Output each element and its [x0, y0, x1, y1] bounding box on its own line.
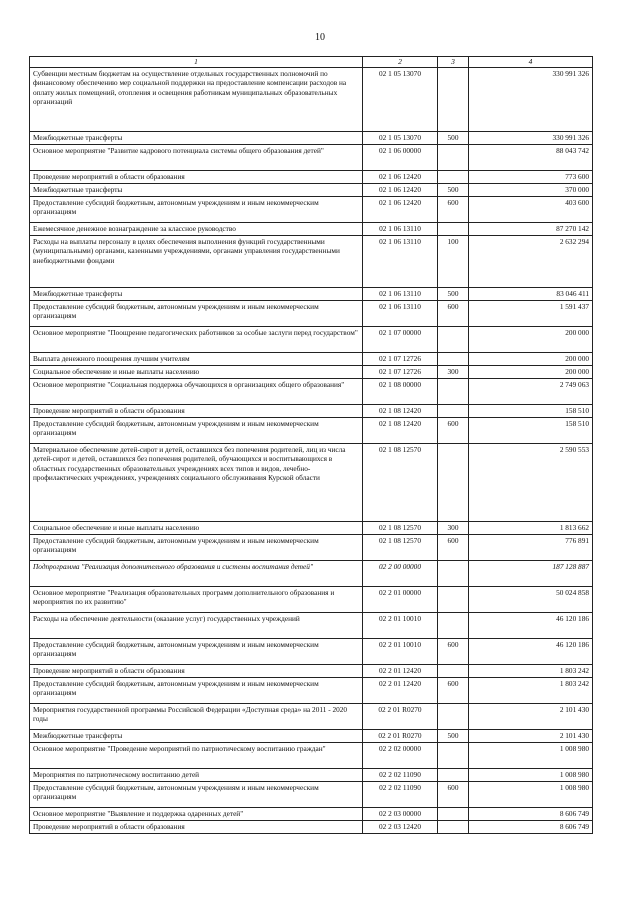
table-row: [30, 534, 593, 560]
row-code-cell: 02 1 06 13110: [363, 235, 438, 287]
row-sum-cell: 370 000: [469, 183, 593, 196]
row-code-cell: 02 2 02 11090: [363, 781, 438, 807]
row-code-cell: 02 2 01 00000: [363, 586, 438, 612]
row-vr-cell: [438, 807, 469, 820]
table-row: [30, 638, 593, 664]
table-row: [30, 131, 593, 144]
row-sum-cell: 2 101 430: [469, 729, 593, 742]
table-row: [30, 768, 593, 781]
row-sum-cell: 83 046 411: [469, 287, 593, 300]
row-name-cell: Проведение мероприятий в области образования: [30, 170, 363, 183]
row-vr-cell: [438, 222, 469, 235]
row-name-cell: Предоставление субсидий бюджетным, автономным учреждениям и иным некоммерческим организациям: [30, 638, 363, 664]
row-vr-cell: [438, 612, 469, 638]
page-number: 10: [315, 32, 325, 43]
row-vr-cell: 300: [438, 521, 469, 534]
row-sum-cell: 1 591 437: [469, 300, 593, 326]
table-row: [30, 235, 593, 287]
row-sum-cell: 46 120 186: [469, 638, 593, 664]
row-name-cell: Материальное обеспечение детей-сирот и детей, оставшихся без попечения родителей, лиц из числа детей-сирот и детей, оставшихся без попечения родителей, обучающихся и воспитывающихся в областных государственных образовательных учреждениях всех типов и видов, лечебно-профилактических учреждениях, учреждениях социального обслуживания Курской области: [30, 443, 363, 521]
row-sum-cell: 403 600: [469, 196, 593, 222]
row-vr-cell: [438, 326, 469, 352]
row-vr-cell: 500: [438, 729, 469, 742]
row-sum-cell: 8 606 749: [469, 807, 593, 820]
row-code-cell: 02 1 08 12570: [363, 534, 438, 560]
row-vr-cell: 300: [438, 365, 469, 378]
row-vr-cell: [438, 820, 469, 833]
row-name-cell: Проведение мероприятий в области образования: [30, 404, 363, 417]
row-code-cell: 02 2 01 10010: [363, 638, 438, 664]
row-name-cell: Проведение мероприятий в области образования: [30, 820, 363, 833]
table-row: [30, 807, 593, 820]
row-vr-cell: 100: [438, 235, 469, 287]
row-vr-cell: 600: [438, 534, 469, 560]
row-name-cell: Основное мероприятие "Реализация образовательных программ дополнительного образования и мероприятия по их развитию": [30, 586, 363, 612]
row-vr-cell: [438, 443, 469, 521]
table-row: [30, 352, 593, 365]
row-sum-cell: 1 008 980: [469, 742, 593, 768]
budget-table: [29, 56, 593, 834]
row-name-cell: Выплата денежного поощрения лучшим учителям: [30, 352, 363, 365]
table-row: [30, 417, 593, 443]
row-name-cell: Межбюджетные трансферты: [30, 183, 363, 196]
table-row: [30, 703, 593, 729]
row-code-cell: 02 1 06 13110: [363, 300, 438, 326]
row-sum-cell: 88 043 742: [469, 144, 593, 170]
row-sum-cell: 773 600: [469, 170, 593, 183]
table-row: [30, 586, 593, 612]
row-code-cell: 02 2 01 10010: [363, 612, 438, 638]
table-row: [30, 287, 593, 300]
row-code-cell: 02 2 03 12420: [363, 820, 438, 833]
row-vr-cell: 600: [438, 300, 469, 326]
row-code-cell: 02 1 06 00000: [363, 144, 438, 170]
row-sum-cell: 8 606 749: [469, 820, 593, 833]
row-name-cell: Межбюджетные трансферты: [30, 131, 363, 144]
row-sum-cell: 87 270 142: [469, 222, 593, 235]
row-sum-cell: 1 803 242: [469, 677, 593, 703]
row-vr-cell: 500: [438, 287, 469, 300]
row-name-cell: Мероприятия по патриотическому воспитанию детей: [30, 768, 363, 781]
row-code-cell: 02 1 07 00000: [363, 326, 438, 352]
row-name-cell: Социальное обеспечение и иные выплаты населению: [30, 365, 363, 378]
row-name-cell: Основное мероприятие "Социальная поддержка обучающихся в организациях общего образования": [30, 378, 363, 404]
row-code-cell: 02 1 08 00000: [363, 378, 438, 404]
row-sum-cell: 2 590 553: [469, 443, 593, 521]
header-col-2: 2: [363, 57, 438, 68]
table-row: [30, 404, 593, 417]
row-code-cell: 02 1 08 12420: [363, 404, 438, 417]
row-sum-cell: 158 510: [469, 417, 593, 443]
table-row: [30, 521, 593, 534]
row-name-cell: Основное мероприятие "Поощрение педагогических работников за особые заслуги перед государством": [30, 326, 363, 352]
row-code-cell: 02 2 01 12420: [363, 677, 438, 703]
row-name-cell: Ежемесячное денежное вознаграждение за классное руководство: [30, 222, 363, 235]
row-sum-cell: 2 749 063: [469, 378, 593, 404]
row-vr-cell: 600: [438, 196, 469, 222]
row-vr-cell: [438, 586, 469, 612]
header-col-1: 1: [30, 57, 363, 68]
row-name-cell: Мероприятия государственной программы Российской Федерации «Доступная среда» на 2011 - 2020 годы: [30, 703, 363, 729]
row-code-cell: 02 2 01 R0270: [363, 729, 438, 742]
row-vr-cell: 500: [438, 183, 469, 196]
row-name-cell: Предоставление субсидий бюджетным, автономным учреждениям и иным некоммерческим организациям: [30, 534, 363, 560]
row-code-cell: 02 1 08 12570: [363, 521, 438, 534]
table-row: [30, 196, 593, 222]
row-vr-cell: [438, 170, 469, 183]
table-row: [30, 326, 593, 352]
row-sum-cell: 187 128 887: [469, 560, 593, 586]
row-name-cell: Межбюджетные трансферты: [30, 287, 363, 300]
table-header-row: [30, 57, 593, 68]
row-name-cell: Предоставление субсидий бюджетным, автономным учреждениям и иным некоммерческим организациям: [30, 300, 363, 326]
table-row: [30, 781, 593, 807]
row-sum-cell: 158 510: [469, 404, 593, 417]
row-sum-cell: 330 991 326: [469, 67, 593, 131]
header-col-3: 3: [438, 57, 469, 68]
table-row: [30, 664, 593, 677]
row-code-cell: 02 1 05 13070: [363, 67, 438, 131]
row-sum-cell: 46 120 186: [469, 612, 593, 638]
row-vr-cell: [438, 560, 469, 586]
row-vr-cell: 600: [438, 781, 469, 807]
table-row: [30, 67, 593, 131]
row-name-cell: Межбюджетные трансферты: [30, 729, 363, 742]
row-name-cell: Предоставление субсидий бюджетным, автономным учреждениям и иным некоммерческим организациям: [30, 196, 363, 222]
row-vr-cell: [438, 404, 469, 417]
table-row: [30, 183, 593, 196]
row-sum-cell: 50 024 858: [469, 586, 593, 612]
table-row: [30, 742, 593, 768]
row-name-cell: Социальное обеспечение и иные выплаты населению: [30, 521, 363, 534]
row-name-cell: Расходы на обеспечение деятельности (оказание услуг) государственных учреждений: [30, 612, 363, 638]
row-vr-cell: 600: [438, 417, 469, 443]
row-code-cell: 02 1 06 12420: [363, 170, 438, 183]
table-row: [30, 729, 593, 742]
row-vr-cell: [438, 703, 469, 729]
table-row: [30, 222, 593, 235]
row-sum-cell: 776 891: [469, 534, 593, 560]
row-sum-cell: 200 000: [469, 352, 593, 365]
row-sum-cell: 1 813 662: [469, 521, 593, 534]
row-code-cell: 02 2 03 00000: [363, 807, 438, 820]
table-row: [30, 612, 593, 638]
row-name-cell: Предоставление субсидий бюджетным, автономным учреждениям и иным некоммерческим организациям: [30, 781, 363, 807]
row-vr-cell: [438, 67, 469, 131]
row-code-cell: 02 2 01 12420: [363, 664, 438, 677]
row-code-cell: 02 1 05 13070: [363, 131, 438, 144]
row-sum-cell: 2 101 430: [469, 703, 593, 729]
row-vr-cell: [438, 352, 469, 365]
row-code-cell: 02 2 01 R0270: [363, 703, 438, 729]
table-row: [30, 365, 593, 378]
row-vr-cell: [438, 378, 469, 404]
row-code-cell: 02 1 08 12570: [363, 443, 438, 521]
row-name-cell: Предоставление субсидий бюджетным, автономным учреждениям и иным некоммерческим организациям: [30, 417, 363, 443]
row-sum-cell: 1 008 980: [469, 768, 593, 781]
row-sum-cell: 200 000: [469, 326, 593, 352]
table-body: [30, 67, 593, 833]
row-code-cell: 02 2 02 11090: [363, 768, 438, 781]
table-row: [30, 677, 593, 703]
row-sum-cell: 1 008 980: [469, 781, 593, 807]
row-vr-cell: 500: [438, 131, 469, 144]
row-code-cell: 02 2 00 00000: [363, 560, 438, 586]
row-code-cell: 02 1 07 12726: [363, 365, 438, 378]
table-row: [30, 443, 593, 521]
row-name-cell: Основное мероприятие "Проведение мероприятий по патриотическому воспитанию граждан": [30, 742, 363, 768]
row-vr-cell: [438, 768, 469, 781]
row-vr-cell: [438, 742, 469, 768]
row-name-cell: Основное мероприятие "Развитие кадрового потенциала системы общего образования детей": [30, 144, 363, 170]
row-sum-cell: 330 991 326: [469, 131, 593, 144]
row-code-cell: 02 1 06 13110: [363, 287, 438, 300]
row-sum-cell: 2 632 294: [469, 235, 593, 287]
row-sum-cell: 200 000: [469, 365, 593, 378]
row-name-cell: Субвенции местным бюджетам на осуществление отдельных государственных полномочий по финансовому обеспечению мер социальной поддержки на предоставление компенсации расходов на оплату жилых помещений, отопления и освещения работникам муниципальных образовательных организаций: [30, 67, 363, 131]
row-code-cell: 02 1 06 12420: [363, 196, 438, 222]
row-vr-cell: [438, 664, 469, 677]
row-name-cell: Расходы на выплаты персоналу в целях обеспечения выполнения функций государственными (муниципальными) органами, казенными учреждениями, органами управления государственными внебюджетными фондами: [30, 235, 363, 287]
row-vr-cell: 600: [438, 638, 469, 664]
row-code-cell: 02 1 08 12420: [363, 417, 438, 443]
table-row: [30, 378, 593, 404]
row-name-cell: Предоставление субсидий бюджетным, автономным учреждениям и иным некоммерческим организациям: [30, 677, 363, 703]
table-row: [30, 144, 593, 170]
row-sum-cell: 1 803 242: [469, 664, 593, 677]
row-name-cell: Основное мероприятие "Выявление и поддержка одаренных детей": [30, 807, 363, 820]
row-vr-cell: [438, 144, 469, 170]
row-code-cell: 02 1 06 13110: [363, 222, 438, 235]
row-name-cell: Подпрограмма "Реализация дополнительного образования и системы воспитания детей": [30, 560, 363, 586]
table-row: [30, 560, 593, 586]
row-code-cell: 02 1 07 12726: [363, 352, 438, 365]
row-name-cell: Проведение мероприятий в области образования: [30, 664, 363, 677]
row-code-cell: 02 2 02 00000: [363, 742, 438, 768]
table-row: [30, 170, 593, 183]
row-vr-cell: 600: [438, 677, 469, 703]
header-col-4: 4: [469, 57, 593, 68]
table-row: [30, 820, 593, 833]
row-code-cell: 02 1 06 12420: [363, 183, 438, 196]
table-row: [30, 300, 593, 326]
